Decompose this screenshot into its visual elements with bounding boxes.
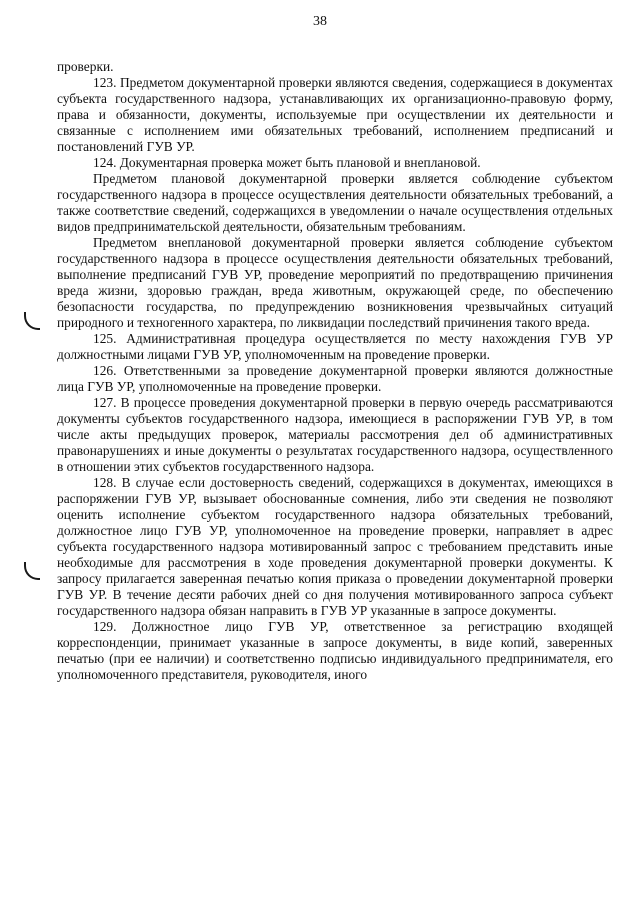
page-number: 38 (313, 14, 327, 29)
paragraph-129: 129. Должностное лицо ГУВ УР, ответственное за регистрацию входящей корреспонденции, принимает указанные в запросе документы, в виде копий, заверенных печатью (при ее наличии) и соответственно подписью индивидуального предпринимателя, его уполномоченного представителя, руководителя, иного (57, 619, 613, 682)
paragraph-127: 127. В процессе проведения документарной проверки в первую очередь рассматриваются документы субъектов государственного надзора, имеющиеся в распоряжении ГУВ УР, в том числе акты предыдущих проверок, материалы рассмотрения дел об административных правонарушениях и иные документы о результатах государственного надзора, осуществленного в отношении этих субъектов государственного надзора. (57, 395, 613, 474)
paragraph-124: 124. Документарная проверка может быть плановой и внеплановой. (93, 155, 481, 170)
paragraph-128: 128. В случае если достоверность сведений, содержащихся в документах, имеющихся в распоряжении ГУВ УР, вызывает обоснованные сомнения, либо эти сведения не позволяют оценить исполнение субъектом государственного надзора обязательных требований, должностное лицо ГУВ УР, уполномоченное на проведение проверки, направляет в адрес субъекта государственного надзора мотивированный запрос с требованием представить иные необходимые для рассмотрения в ходе проведения документарной проверки документы. К запросу прилагается заверенная печатью копия приказа о проведении документарной проверки ГУВ УР. В течение десяти рабочих дней со дня получения мотивированного запроса субъект государственного надзора обязан направить в ГУВ УР указанные в запросе документы. (57, 475, 613, 618)
paragraph-continuation: проверки. (57, 59, 114, 74)
paragraph-126: 126. Ответственными за проведение документарной проверки являются должностные лица ГУВ УР, уполномоченные на проведение проверки. (57, 363, 613, 394)
paragraph-unplanned-inspection: Предметом внеплановой документарной проверки является соблюдение субъектом государственного надзора в процессе осуществления деятельности обязательных требований, выполнение предписаний ГУВ УР, проведение мероприятий по предотвращению причинения вреда жизни, здоровью граждан, вреда животным, окружающей среде, по обеспечению безопасности государства, по предупреждению возникновения чрезвычайных ситуаций природного и техногенного характера, по ликвидации последствий причинения такого вреда. (57, 235, 613, 330)
paragraph-125: 125. Административная процедура осуществляется по месту нахождения ГУВ УР должностными лицами ГУВ УР, уполномоченным на проведение проверки. (57, 331, 613, 362)
paragraph-planned-inspection: Предметом плановой документарной проверки является соблюдение субъектом государственного надзора в процессе осуществления деятельности обязательных требований, а также соответствие сведений, содержащихся в уведомлении о начале осуществления отдельных видов предпринимательской деятельности, обязательным требованиям. (57, 171, 613, 234)
document-body (57, 59, 613, 683)
paragraph-123: 123. Предметом документарной проверки являются сведения, содержащиеся в документах субъекта государственного надзора, устанавливающих их организационно-правовую форму, права и обязанности, документы, используемые при осуществлении их деятельности и связанные с исполнением ими обязательных требований, исполнением предписаний и постановлений ГУВ УР. (57, 75, 613, 154)
binding-hole-mark (24, 312, 40, 330)
binding-hole-mark (24, 562, 40, 580)
